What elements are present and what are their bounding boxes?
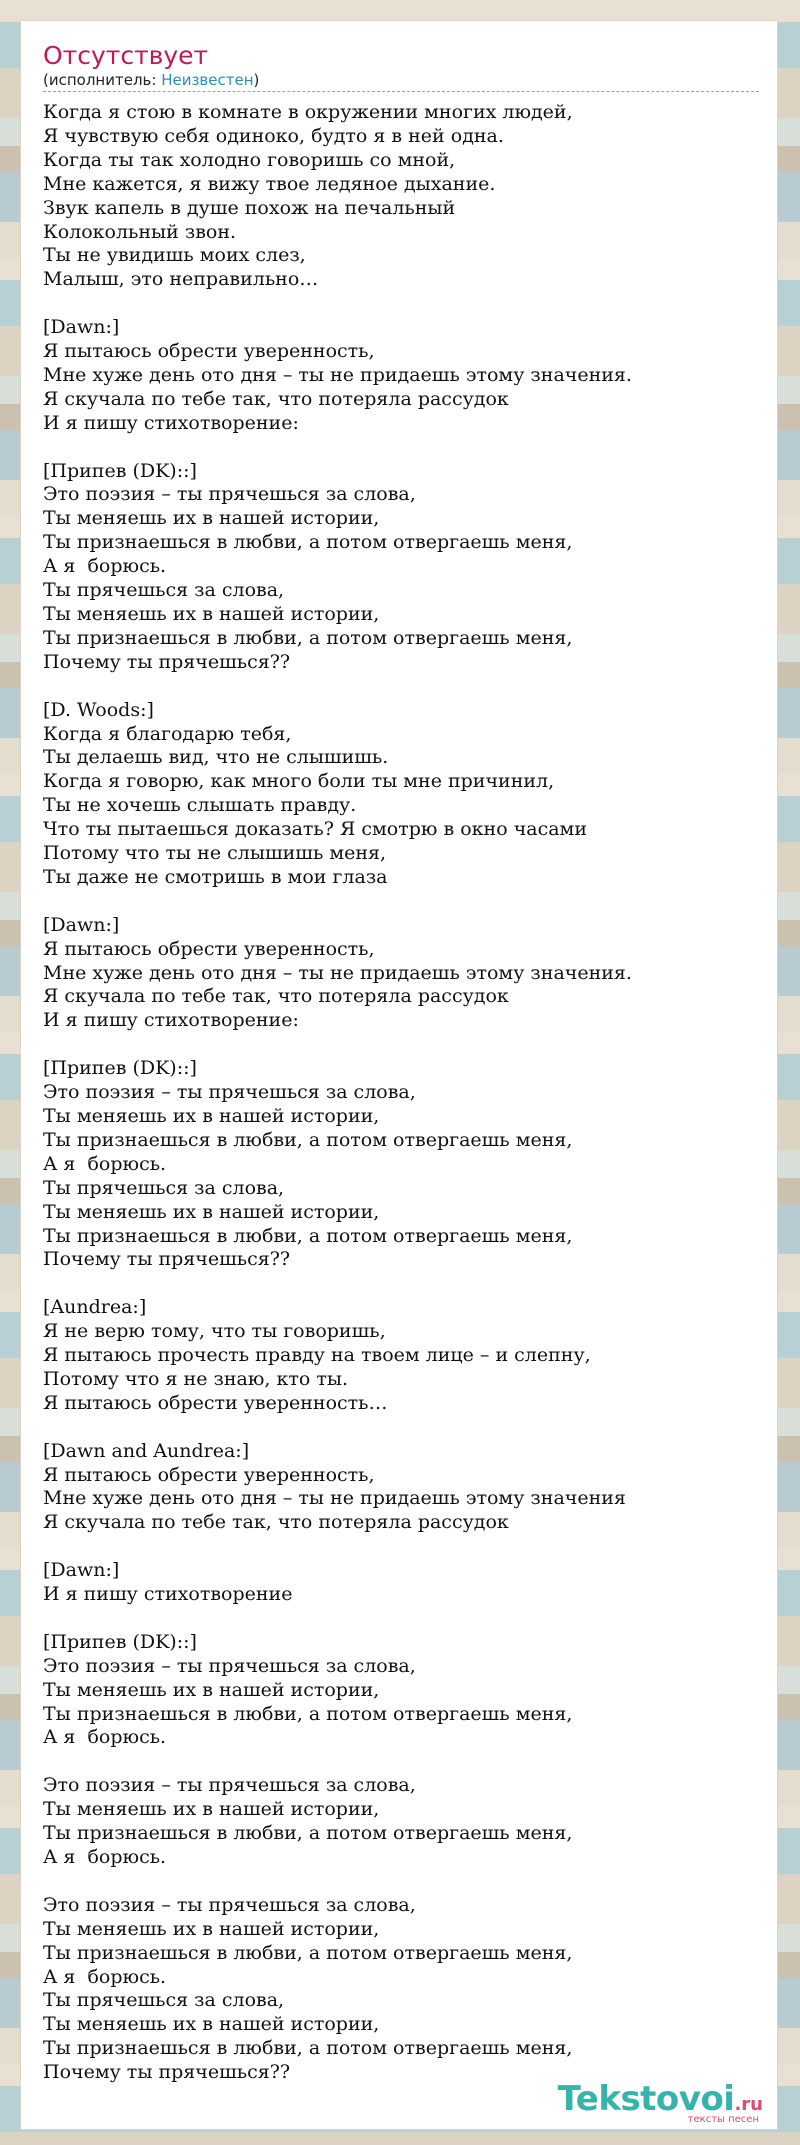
lyric-line: Это поэзия – ты прячешься за слова, <box>43 1893 416 1916</box>
lyric-line: Почему ты прячешься?? <box>43 2061 291 2084</box>
lyric-line: Что ты пытаешься доказать? Я смотрю в окно часами <box>43 818 587 841</box>
lyric-line: Когда ты так холодно говоришь со мной, <box>43 148 456 171</box>
lyric-line: Я скучала по тебе так, что потеряла рассудок <box>43 387 509 410</box>
lyric-line: А я борюсь. <box>43 1152 167 1175</box>
lyric-line: Я пытаюсь обрести уверенность, <box>43 937 375 960</box>
lyric-line: Ты признаешься в любви, а потом отвергаешь меня, <box>43 626 573 649</box>
lyric-line: Ты меняешь их в нашей истории, <box>43 1798 380 1821</box>
lyric-line: Это поэзия – ты прячешься за слова, <box>43 483 416 506</box>
lyric-line: Мне хуже день ото дня – ты не придаешь этому значения <box>43 1487 626 1510</box>
song-header <box>43 41 759 92</box>
lyric-line <box>43 292 763 316</box>
lyric-line: [Припев (DK)::] <box>43 1057 197 1080</box>
lyric-line: Ты меняешь их в нашей истории, <box>43 507 380 530</box>
lyric-line: Я пытаюсь обрести уверенность, <box>43 340 375 363</box>
lyric-line: [Dawn:] <box>43 1559 120 1582</box>
logo-tagline: тексты песен <box>687 2114 759 2125</box>
lyric-line: И я пишу стихотворение <box>43 1583 293 1606</box>
lyric-line: Ты меняешь их в нашей истории, <box>43 603 380 625</box>
logo-wordmark: Tekstovoi <box>557 2079 735 2119</box>
lyric-line <box>43 1535 763 1559</box>
lyric-line: Это поэзия – ты прячешься за слова, <box>43 1774 416 1797</box>
lyric-line <box>43 1607 763 1631</box>
lyric-line: Ты не хочешь слышать правду. <box>43 794 357 817</box>
lyric-line: Ты не увидишь моих слез, <box>43 244 306 267</box>
lyric-line: Это поэзия – ты прячешься за слова, <box>43 1654 416 1677</box>
lyric-line: Ты признаешься в любви, а потом отвергаешь меня, <box>43 1822 573 1845</box>
lyric-line: [Dawn:] <box>43 913 120 936</box>
artist-prefix: (исполнитель: <box>43 71 162 89</box>
lyric-line: Звук капель в душе похож на печальный <box>43 196 456 219</box>
lyric-line <box>43 1272 763 1296</box>
lyric-line: [Aundrea:] <box>43 1296 147 1319</box>
lyric-line: Я скучала по тебе так, что потеряла рассудок <box>43 985 509 1008</box>
lyric-line: Ты меняешь их в нашей истории, <box>43 1917 380 1940</box>
lyric-line: Ты прячешься за слова, <box>43 1989 285 2012</box>
logo-domain: .ru <box>734 2094 763 2115</box>
lyric-line: Ты делаешь вид, что не слышишь. <box>43 746 389 769</box>
lyric-line: [Припев (DK)::] <box>43 459 197 482</box>
lyric-line <box>43 1750 763 1774</box>
lyric-line: Почему ты прячешься?? <box>43 1248 291 1271</box>
lyric-line <box>43 1870 763 1894</box>
site-logo[interactable] <box>558 2081 763 2125</box>
lyric-line <box>43 1033 763 1057</box>
artist-line <box>43 71 759 89</box>
lyric-line: Ты прячешься за слова, <box>43 1176 285 1199</box>
lyric-line: Ты признаешься в любви, а потом отвергаешь меня, <box>43 1941 573 1964</box>
lyric-line: Колокольный звон. <box>43 220 237 243</box>
song-title: Отсутствует <box>43 41 209 70</box>
lyric-line: [Dawn and Aundrea:] <box>43 1439 250 1462</box>
lyric-line: Я не верю тому, что ты говоришь, <box>43 1320 386 1343</box>
lyric-line: Ты признаешься в любви, а потом отвергаешь меня, <box>43 1224 573 1247</box>
lyric-line: Я скучала по тебе так, что потеряла рассудок <box>43 1511 509 1534</box>
lyric-line: Ты прячешься за слова, <box>43 579 285 602</box>
lyric-line: Я пытаюсь обрести уверенность… <box>43 1391 388 1414</box>
lyric-line: А я борюсь. <box>43 1965 167 1988</box>
lyric-line: А я борюсь. <box>43 555 167 578</box>
lyric-line: Ты меняешь их в нашей истории, <box>43 1200 380 1223</box>
lyric-line: [Припев (DK)::] <box>43 1630 197 1653</box>
lyric-line: [Dawn:] <box>43 316 120 339</box>
lyrics-card <box>20 20 778 2130</box>
lyric-line: Ты признаешься в любви, а потом отвергаешь меня, <box>43 1702 573 1725</box>
lyric-line: Мне хуже день ото дня – ты не придаешь этому значения. <box>43 961 632 984</box>
lyrics-body <box>43 101 763 2085</box>
artist-suffix: ) <box>253 71 260 89</box>
lyric-line: Потому что я не знаю, кто ты. <box>43 1367 348 1390</box>
lyric-line <box>43 1416 763 1440</box>
lyric-line: Почему ты прячешься?? <box>43 650 291 673</box>
lyric-line: Это поэзия – ты прячешься за слова, <box>43 1081 416 1104</box>
lyric-line: А я борюсь. <box>43 1846 167 1868</box>
lyric-line: Ты меняешь их в нашей истории, <box>43 1678 380 1701</box>
lyric-line: И я пишу стихотворение: <box>43 1009 299 1032</box>
lyric-line: А я борюсь. <box>43 1726 167 1749</box>
lyric-line: Ты меняешь их в нашей истории, <box>43 1104 380 1127</box>
lyric-line: Мне хуже день ото дня – ты не придаешь этому значения. <box>43 363 632 386</box>
lyric-line: Я пытаюсь прочесть правду на твоем лице – и слепну, <box>43 1344 591 1367</box>
lyric-line: Ты меняешь их в нашей истории, <box>43 2013 380 2036</box>
lyric-line: Когда я говорю, как много боли ты мне причинил, <box>43 770 555 793</box>
lyric-line <box>43 675 763 699</box>
lyric-line <box>43 890 763 914</box>
lyric-line <box>43 436 763 460</box>
lyric-line: Ты признаешься в любви, а потом отвергаешь меня, <box>43 1128 573 1151</box>
lyric-line: Я чувствую себя одиноко, будто я в ней одна. <box>43 124 504 147</box>
lyric-line: И я пишу стихотворение: <box>43 411 299 434</box>
lyric-line: Ты даже не смотришь в мои глаза <box>43 865 388 888</box>
lyric-line: Когда я стою в комнате в окружении многих людей, <box>43 101 573 123</box>
lyric-line: [D. Woods:] <box>43 698 154 721</box>
lyric-line: Когда я благодарю тебя, <box>43 722 292 745</box>
lyric-line: Ты признаешься в любви, а потом отвергаешь меня, <box>43 531 573 554</box>
lyric-line: Мне кажется, я вижу твое ледяное дыхание. <box>43 172 496 195</box>
lyric-line: Потому что ты не слышишь меня, <box>43 842 387 865</box>
artist-link[interactable]: Неизвестен <box>161 71 254 89</box>
lyric-line: Ты признаешься в любви, а потом отвергаешь меня, <box>43 2037 573 2060</box>
lyric-line: Я пытаюсь обрести уверенность, <box>43 1463 375 1486</box>
lyric-line: Малыш, это неправильно… <box>43 268 319 291</box>
